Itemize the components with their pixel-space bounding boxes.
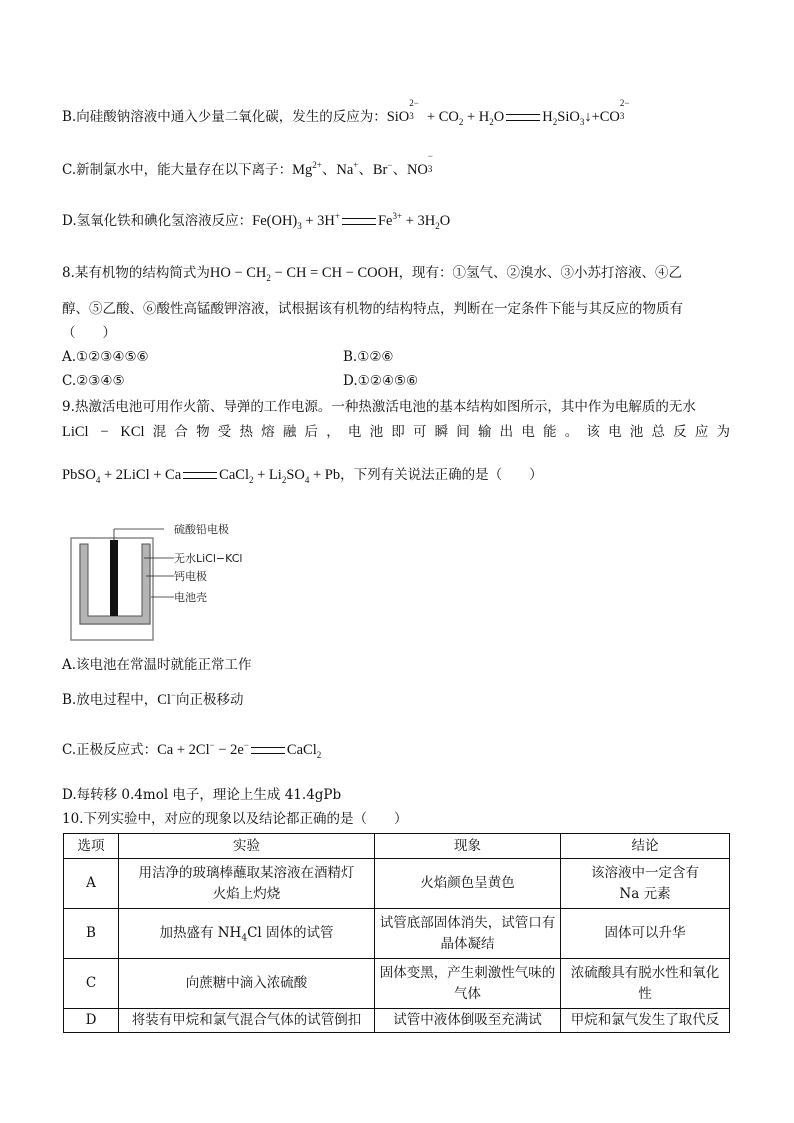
q8-option-d: D.①②④⑤⑥ [343,373,419,389]
q9-electrolyte-formula: LiCl − KCl [62,424,145,440]
header-conclusion: 结论 [561,834,730,859]
label-electrolyte: 无水LiCl−KCl [174,552,243,565]
q9-option-d: D.每转移 0.4mol 电子，理论上生成 41.4gPb [62,787,342,803]
ion: Cl [157,692,171,708]
formula-part: HO − CH [209,265,267,281]
eq-sub: 3 [297,220,302,231]
q7-option-c [62,151,433,179]
q8-option-a: A.①②③④⑤⑥ [62,349,149,365]
q9-option-c-equation [157,742,321,758]
equals-sign [251,747,285,754]
q9-text: C.正极反应式： [62,742,158,758]
cell-conclusion: 浓硫酸具有脱水性和氧化性 [561,959,730,1009]
q7-option-b [62,98,630,127]
eq-sup: + [334,211,340,222]
eq-sub: 4 [95,474,101,485]
q8-option-b: B.①②⑥ [343,349,394,365]
q8-text: 8.某有机物的结构简式为 [62,265,210,281]
q9-option-b [62,691,244,709]
eq-sub: 3 [579,116,585,127]
ion: NO [406,162,428,178]
eq-term: Fe(OH) [252,213,298,229]
label-lead-sulfate: 硫酸铅电极 [174,523,229,536]
cell-option: D [64,1009,119,1033]
ion-charge: − [387,160,393,171]
q7-option-b-equation: SiO 2− 3 + $CO_2 + H_2O$ $H_2SiO_3↓+CO$ 2− 3 [386,98,630,127]
q9-stem-line2-justified [62,423,730,441]
q7-option-d-text: D.氢氧化铁和碘化氢溶液反应： [62,213,253,229]
q9-text: ，下列有关说法正确的是（ ） [340,467,543,483]
table-header-row [64,834,730,859]
eq-term: Fe [377,213,393,229]
eq-term: + H [463,109,490,125]
eq-sub: 2 [552,116,558,127]
cell-experiment: 将装有甲烷和氯气混合气体的试管倒扣 [119,1009,375,1033]
cell-text: 加热盛有 NH [159,925,242,941]
cell-experiment [119,909,375,959]
eq-term: O [439,213,451,229]
cell-phenomenon: 试管底部固体消失，试管口有晶体凝结 [375,909,561,959]
ion-charge: + [353,160,359,171]
formula-sub: 4 [241,933,248,944]
eq-term: PbSO [62,467,96,483]
q7-option-c-text: C.新制氯水中，能大量存在以下离子： [62,162,293,178]
cell-conclusion: 甲烷和氯气发生了取代反 [561,1009,730,1033]
q10-table [63,833,730,1033]
label-shell: 电池壳 [174,591,207,604]
table-row [64,1009,730,1033]
q7-option-b-text: B.向硅酸钠溶液中通入少量二氧化碳，发生的反应为： [62,109,387,125]
eq-term: H [542,109,553,125]
q7-option-c-ions: $Mg^{2+}$、Na+、Br−、NO − 3 [292,151,433,178]
eq-term: Ca + 2Cl [157,742,210,758]
cell-experiment: 用洁净的玻璃棒蘸取某溶液在酒精灯火焰上灼烧 [119,859,375,909]
eq-term: SiO [557,109,580,125]
q8-formula [210,265,399,281]
chloride-ion [157,692,176,708]
cell-option: B [64,909,119,959]
cell-phenomenon: 试管中液体倒吸至充满试 [375,1009,561,1033]
separator: 、 [321,162,337,178]
cell-phenomenon: 固体变黑，产生刺激性气味的气体 [375,959,561,1009]
q7-option-d [62,212,450,230]
q9-option-c [62,741,321,759]
q9-stem-line3 [62,466,543,484]
ion-charge: 2+ [312,160,322,171]
eq-term: + Li [253,467,282,483]
q8-stem-line2: 醇、⑤乙酸、⑥酸性高锰酸钾溶液，试根据该有机物的结构特点，判断在一定条件下能与其反应的物质有 [62,301,683,317]
ion: Mg [292,162,313,178]
eq-term: + 2LiCl + Ca [100,467,182,483]
eq-term: + 3H [301,213,335,229]
formula-part: − CH = CH − COOH [270,265,399,281]
table-row [64,859,730,909]
q9-equation [62,467,340,483]
header-option: 选项 [64,834,119,859]
ion-charge: − [170,690,176,701]
lead-sulfate-electrode [110,540,118,616]
equals-sign [183,472,217,479]
q8-stem-line1 [62,264,732,282]
cell-phenomenon: 火焰颜色呈黄色 [375,859,561,909]
separator: 、 [358,162,373,178]
q10-stem: 10.下列实验中，对应的现象以及结论都正确的是（ ） [62,811,408,827]
q9-option-a: A.该电池在常温时就能正常工作 [62,657,252,673]
eq-term: CaCl [219,467,249,483]
cell-conclusion: 该溶液中一定含有 Na 元素 [561,859,730,909]
eq-sup: − [243,740,249,751]
eq-sub: 2 [248,474,254,485]
cell-option: C [64,959,119,1009]
q8-blank: （ ） [62,325,116,341]
label-calcium: 钙电极 [174,570,207,583]
eq-sub: 2 [458,116,464,127]
cell-experiment: 向蔗糖中滴入浓硫酸 [119,959,375,1009]
eq-sup: 3+ [392,211,403,222]
q9-text: B.放电过程中， [62,692,158,708]
cell-text: Cl 固体的试管 [247,925,334,941]
separator: 、 [392,162,407,178]
eq-sup: − [209,740,215,751]
eq-term: − 2e [214,742,244,758]
q9-stem-line2 [62,423,730,441]
eq-term: SO [286,467,305,483]
q9-stem-line1: 9.热激活电池可用作火箭、导弹的工作电源。一种热激活电池的基本结构如图所示，其中作为电解质的无水 [62,399,696,415]
cell-conclusion: 固体可以升华 [561,909,730,959]
q9-text: 向正极移动 [176,692,244,708]
eq-term: + 3H [402,213,436,229]
eq-term: ↓+CO [584,109,620,125]
cell-option: A [64,859,119,909]
q9-text: 混合物受热熔融后，电池即可瞬间输出电能。该电池总反应为 [144,424,731,440]
q8-text: ，现有：①氢气、②溴水、③小苏打溶液、④乙 [398,265,683,281]
eq-sub: 4 [304,474,310,485]
header-phenomenon: 现象 [375,834,561,859]
table-row [64,959,730,1009]
ion: Br [372,162,388,178]
eq-sub: 2 [489,116,494,127]
table-row [64,909,730,959]
formula-sub: 2 [266,272,271,283]
eq-sub: 2 [281,474,287,485]
equals-sign [506,114,540,121]
q7-option-d-equation [252,213,450,229]
eq-term: + Pb [309,467,341,483]
eq-term: O [493,109,505,125]
ion: Na [336,162,354,178]
eq-term: CaCl [286,742,317,758]
equals-sign [342,218,376,225]
eq-term: SiO [386,109,410,125]
eq-sub: 2 [435,220,440,231]
eq-term: + CO [423,109,459,125]
header-experiment: 实验 [119,834,375,859]
battery-diagram [64,518,256,642]
eq-sub: 2 [316,749,322,760]
q8-option-c: C.②③④⑤ [62,373,125,389]
